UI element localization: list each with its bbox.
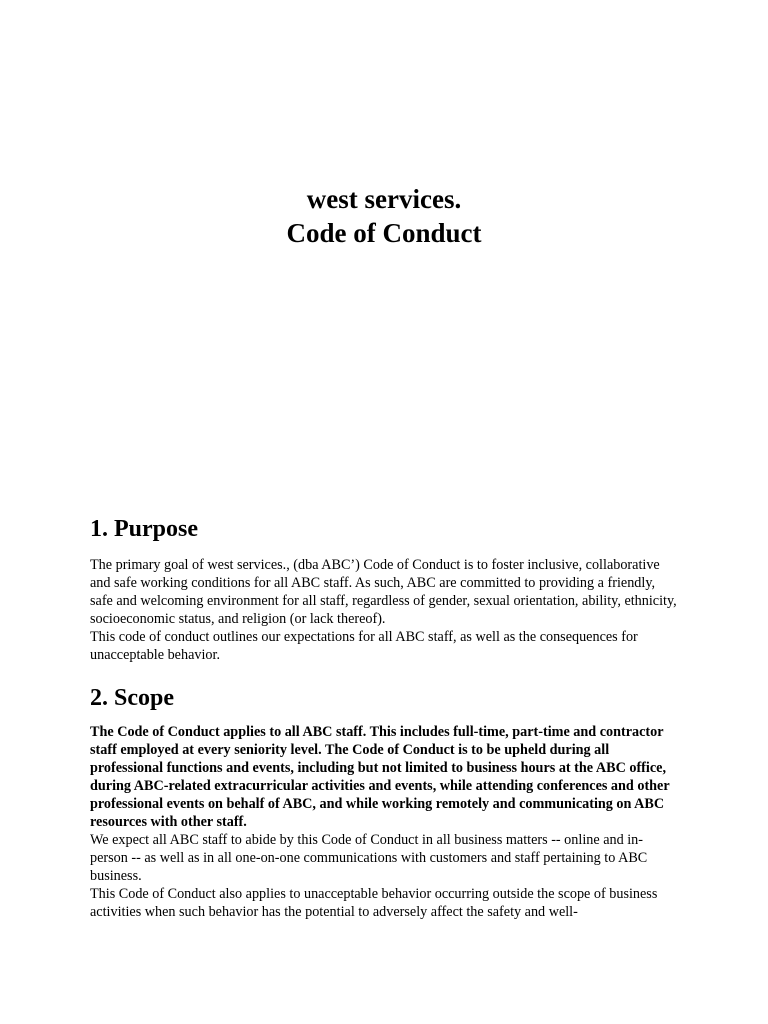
- scope-paragraph: We expect all ABC staff to abide by this Code of Conduct in all business matters -- online and in-person -- as well as in all one-on-one communications with customers and staff pertaining to ABC business.: [90, 832, 648, 884]
- title-company-name: west services.: [306, 184, 462, 214]
- scope-paragraph: The Code of Conduct applies to all ABC staff. This includes full-time, part-time and contractor staff employed at every seniority level. The Code of Conduct is to be upheld during all professional functions and events, including but not limited to business hours at the ABC office, during ABC-related extracurricular activities and events, while attending conferences and other professional events on behalf of ABC, and while working remotely and communicating on ABC resources with other staff.: [90, 724, 670, 830]
- title-document-name: Code of Conduct: [286, 218, 482, 248]
- section-body-purpose: [90, 556, 680, 664]
- section-heading-purpose: 1. Purpose: [90, 516, 198, 542]
- section-body-scope: [90, 723, 680, 921]
- purpose-paragraph: This code of conduct outlines our expectations for all ABC staff, as well as the consequences for unacceptable behavior.: [90, 629, 638, 663]
- purpose-paragraph: The primary goal of west services., (dba ABC’) Code of Conduct is to foster inclusive, collaborative and safe working conditions for all ABC staff. As such, ABC are committed to providing a friendly, safe and welcoming environment for all staff, regardless of gender, sexual orientation, ability, ethnicity, socioeconomic status, and religion (or lack thereof).: [90, 557, 677, 627]
- section-heading-scope: 2. Scope: [90, 685, 174, 711]
- document-title: [0, 182, 768, 250]
- scope-paragraph: This Code of Conduct also applies to unacceptable behavior occurring outside the scope of business activities when such behavior has the potential to adversely affect the safety and well-: [90, 886, 658, 920]
